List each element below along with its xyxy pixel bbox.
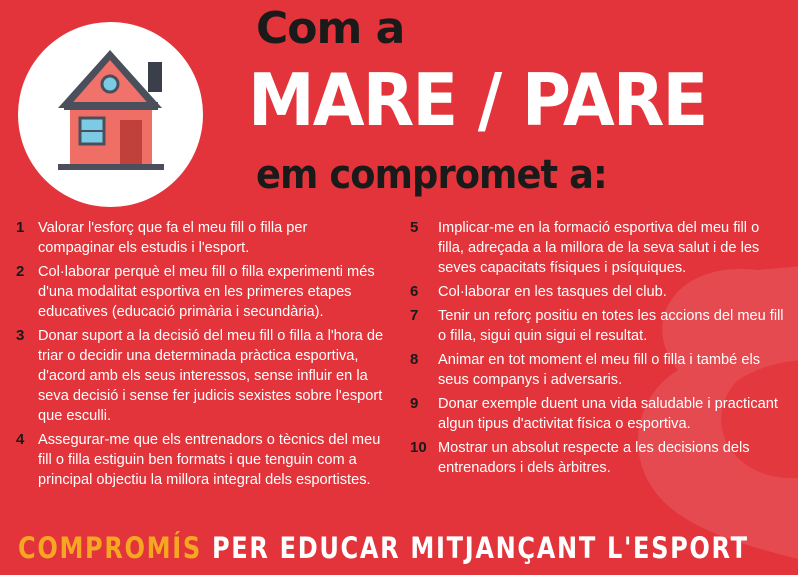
item-number: 1: [16, 219, 25, 236]
title-line-1: Com a: [256, 3, 405, 54]
item-text: Donar suport a la decisió del meu fill o filla a l'hora de triar o decidir una determinada pràctica esportiva, d'acord amb els seus interessos, sense influir en la seva decisió i sense fer judicis sexistes sobre l'esport que esculli.: [38, 328, 384, 424]
item-number: 6: [410, 283, 419, 300]
item-number: 5: [410, 219, 419, 236]
list-item: [16, 326, 384, 426]
item-number: 9: [410, 395, 419, 412]
item-text: Mostrar un absolut respecte a les decisions dels entrenadors i dels àrbitres.: [438, 440, 750, 476]
footer-slogan: [18, 530, 749, 566]
house-icon-badge: [18, 22, 203, 207]
item-number: 3: [16, 327, 25, 344]
list-item: [16, 218, 384, 258]
footer-accent-word: COMPROMÍS: [18, 531, 202, 565]
item-number: 7: [410, 307, 419, 324]
house-icon: [18, 22, 203, 207]
list-item: [410, 350, 788, 390]
list-item: [410, 306, 788, 346]
item-text: Implicar-me en la formació esportiva del meu fill o filla, adreçada a la millora de la seva salut i de les seves capacitats físiques i psíquiques.: [438, 220, 760, 276]
item-text: Assegurar-me que els entrenadors o tècnics del meu fill o filla estiguin ben formats i que tenguin com a principal objectiu la millora integral dels esportistes.: [38, 432, 381, 488]
item-text: Valorar l'esforç que fa el meu fill o filla per compaginar els estudis i l'esport.: [38, 220, 308, 256]
list-item: [16, 430, 384, 490]
item-number: 2: [16, 263, 25, 280]
item-number: 8: [410, 351, 419, 368]
item-text: Col·laborar en les tasques del club.: [438, 284, 667, 300]
list-item: [410, 282, 788, 302]
list-item: [16, 262, 384, 322]
list-item: [410, 438, 788, 478]
item-text: Animar en tot moment el meu fill o filla i també els seus companys i adversaris.: [438, 352, 761, 388]
list-item: [410, 218, 788, 278]
item-number: 4: [16, 431, 25, 448]
commitments-left-column: [16, 218, 384, 494]
item-number: 10: [410, 439, 427, 456]
item-text: Donar exemple duent una vida saludable i practicant algun tipus d'activitat física o esportiva.: [438, 396, 778, 432]
item-text: Tenir un reforç positiu en totes les accions del meu fill o filla, sigui quin sigui el resultat.: [438, 308, 784, 344]
footer-rest: PER EDUCAR MITJANÇANT L'ESPORT: [211, 531, 749, 565]
title-line-3: em compromet a:: [256, 152, 607, 198]
commitments-right-column: [410, 218, 788, 482]
title-role: MARE / PARE: [248, 58, 707, 142]
list-item: [410, 394, 788, 434]
item-text: Col·laborar perquè el meu fill o filla experimenti més d'una modalitat esportiva en les primeres etapes educatives (educació primària i secundària).: [38, 264, 375, 320]
